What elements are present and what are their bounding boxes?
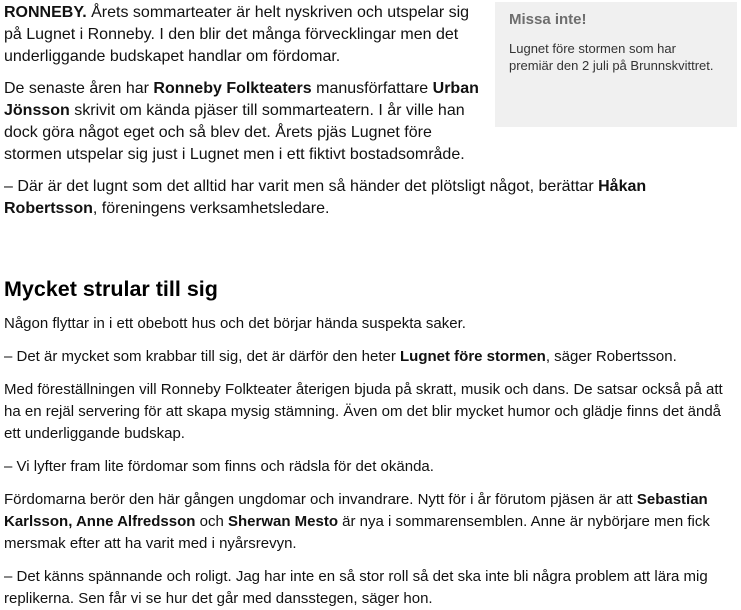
text-run: Årets sommarteater är helt nyskriven och utspelar sig på Lugnet i Ronneby. I den blir det många förvecklingar men det underliggande budskapet handlar om fördomar.: [4, 4, 470, 65]
body-paragraph-3: [4, 489, 737, 555]
dont-miss-body: Lugnet före stormen som har premiär den 2 juli på Brunnskvittret.: [509, 41, 714, 73]
text-run: är nya i sommarensemblen. Anne är nybörjare men fick mersmak efter att ha varit med i nyårsrevyn.: [4, 513, 710, 552]
body-paragraph-1: [4, 313, 737, 335]
text-run: , säger Robertsson.: [545, 348, 677, 365]
dont-miss-box: [495, 2, 737, 127]
intro-paragraph-quote: [4, 176, 737, 220]
text-run: Någon flyttar in i ett obebott hus och det börjar hända suspekta saker.: [4, 315, 466, 332]
text-run: Urban Jönsson: [4, 80, 479, 119]
dont-miss-title: Missa inte!: [509, 11, 587, 28]
body-paragraph-quote-3: [4, 566, 737, 610]
text-run: , föreningens verksamhetsledare.: [92, 200, 330, 217]
text-run: RONNEBY.: [4, 4, 87, 21]
text-run: Ronneby Folkteaters: [153, 80, 312, 97]
text-run: Sherwan Mesto: [227, 513, 338, 530]
text-run: Håkan Robertsson: [4, 178, 647, 217]
body-paragraph-2: [4, 379, 737, 445]
text-run: Med föreställningen vill Ronneby Folkteater återigen bjuda på skratt, musik och dans. De satsar också på att ha en rejäl servering för att skapa mysig stämning. Även om det blir mycket humor och glädje finns det ändå ett underliggande budskap.: [4, 381, 723, 442]
text-run: Lugnet före stormen: [400, 348, 546, 365]
text-run: – Där är det lugnt som det alltid har varit men så händer det plötsligt något, berättar: [4, 178, 599, 195]
body-paragraph-quote-1: [4, 346, 737, 368]
text-run: skrivit om kända pjäser till sommarteatern. I år ville han dock göra något eget och så blev det. Årets pjäs Lugnet före stormen utspelar sig just i Lugnet men i ett fiktivt bostadsområde.: [4, 102, 465, 163]
text-run: – Det är mycket som krabbar till sig, det är därför den heter: [4, 348, 400, 365]
text-run: – Vi lyfter fram lite fördomar som finns och rädsla för det okända.: [4, 458, 434, 475]
text-run: manusförfattare: [311, 80, 433, 97]
article-body: [4, 313, 737, 610]
section-heading: Mycket strular till sig: [4, 277, 218, 301]
text-run: Fördomarna berör den här gången ungdomar och invandrare. Nytt för i år förutom pjäsen är att: [4, 491, 637, 508]
body-paragraph-quote-2: [4, 456, 737, 478]
text-run: – Det känns spännande och roligt. Jag har inte en så stor roll så det ska inte bli några problem att lära mig replikerna. Sen får vi se hur det går med dansstegen, säger hon.: [4, 568, 708, 607]
text-run: De senaste åren har: [4, 80, 154, 97]
text-run: Sebastian Karlsson, Anne Alfredsson: [4, 491, 708, 530]
text-run: och: [195, 513, 228, 530]
